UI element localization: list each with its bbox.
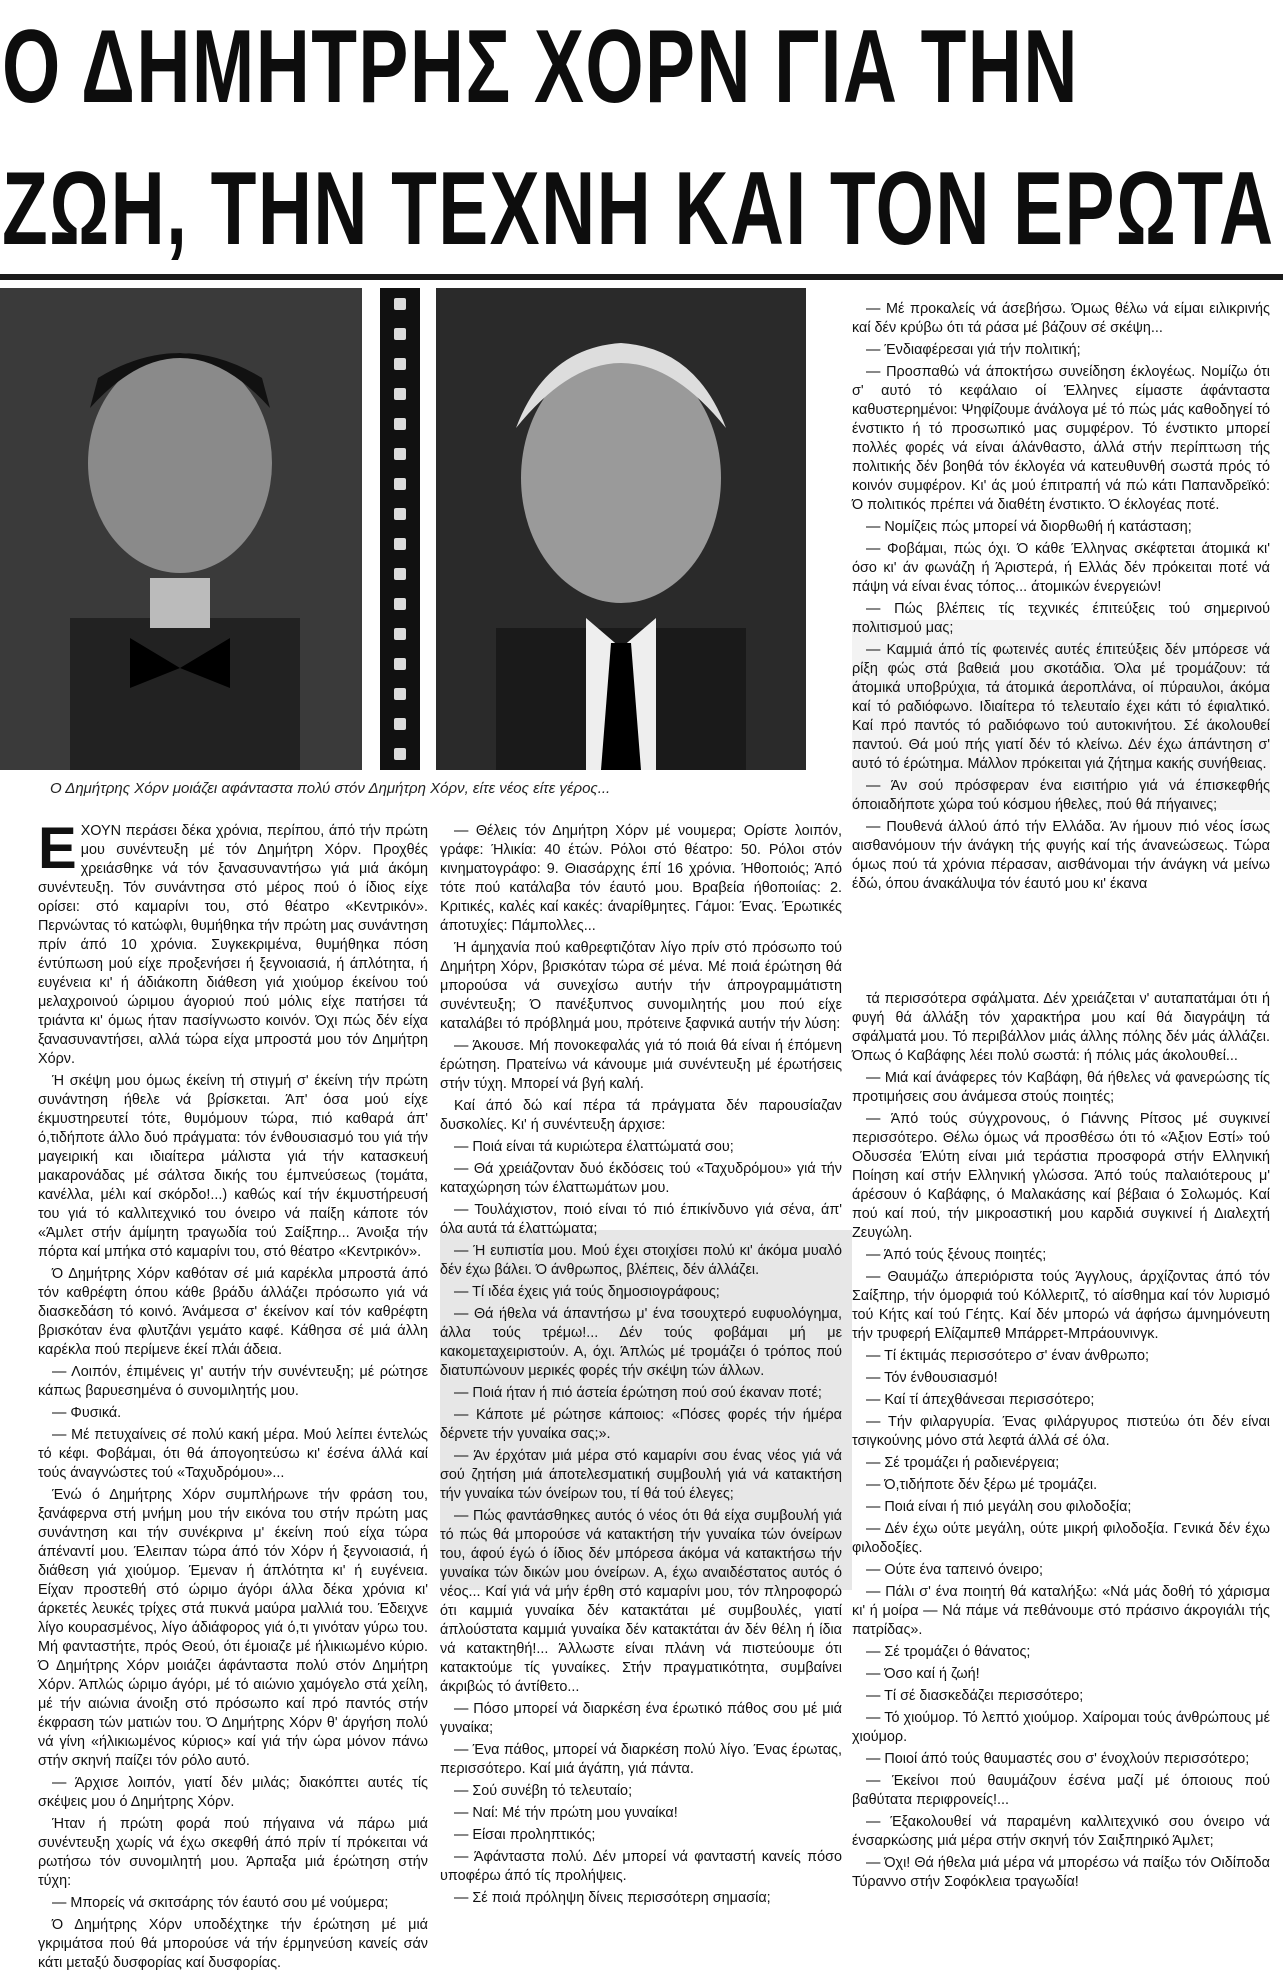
paragraph: — Ποιά ήταν ή πιό άστεία έρώτηση πού σού έκαναν ποτέ; <box>454 1385 822 1401</box>
paragraph: — Ούτε ένα ταπεινό όνειρο; <box>866 1562 1044 1578</box>
paragraph: — Σού συνέβη τό τελευταίο; <box>454 1783 633 1799</box>
article-column-2 <box>440 822 842 1920</box>
paragraph: — Κάποτε μέ ρώτησε κάποιος: «Πόσες φορές τήν ήμέρα δέρνετε τήν γυναίκα σας;». <box>440 1407 842 1442</box>
article-column-3-top <box>852 300 1271 892</box>
paragraph: — Ποιοί άπό τούς θαυμαστές σου σ' ένοχλούν περισσότερο; <box>866 1751 1250 1767</box>
paragraph: — Δέν έχω ούτε μεγάλη, ούτε μικρή φιλοδοξία. Γενικά δέν έχω φιλοδοξίες. <box>852 1521 1270 1556</box>
paragraph: — Λοιπόν, έπιμένεις γι' αυτήν τήν συνέντευξη; μέ ρώτησε κάπως βαρυεσημένα ό συνομιλητής μου. <box>38 1364 428 1399</box>
headline-line-2: ΖΩΗ, ΤΗΝ ΤΕΧΝΗ ΚΑΙ ΤΟΝ ΕΡΩΤΑ <box>2 151 1275 267</box>
paragraph: — Θέλεις τόν Δημήτρη Χόρν μέ νουμερα; Ορίστε λοιπόν, γράφε: Ήλικία: 40 έτών. Ρόλοι στό θέατρο: 50. Ρόλοι στόν κινηματογράφο: 9. Θιασάρχης έπί 16 χρόνια. Ήθοποιός; Άπό τότε πού κατάλαβα τόν έαυτό μου. Βραβεία ήθοποιίας: 2. Κριτικές, καλές καί κακές: άναρίθμητες. Γάμοι: Ένας. Έρωτικές άποτυχίες: Πάμπολλες... <box>440 823 842 934</box>
paragraph: Ένώ ό Δημήτρης Χόρν συμπλήρωνε τήν φράση του, ξανάφερνα στή μνήμη μου τήν εικόνα του στήν πρώτη μας συνάντηση και τήν συνέκρινα μ' έκείνη πού είχα τώρα άπέναντί μου. Έλειπαν τώρα άπό τόν Χόρν ή ξεγνοιασιά, ή διάθεση γιά χιούμορ. Έμεναν ή άπλότητα κι' ή ευγένεια. Είχαν προστεθή στό ώριμο άγόρι άλλα δέκα χρόνια κι' άρκετές λευκές τρίχες στά πυκνά μαύρα μαλλιά του. Έδειχνε λίγο κουρασμένος, λίγο άδιάφορος γιά ό,τι γινόταν γύρω του. Μή φανταστήτε, πρός Θεού, ότι έμοιαζε μέ ήλικιωμένο κύριο. Ό Δημήτρης Χόρν μοιάζει άφάνταστα πολύ στόν Δημήτρη Χόρν. Άπλώς ώριμο άγόρι, μέ τό αιώνιο χαμόγελο στά χείλη, μέ τήν αιώνια άνοιξη στό πρόσωπο καί πρό παντός στήν έκφραση τών ματιών του. Ό Δημήτρης Χόρν θ' άργήση πολύ νά γίνη «ήλικιωμένος κύριος» καί γιά τήν ώρα μόνον πάνω στήν σκηνή παίζει τόν ρόλο αυτό. <box>38 1487 428 1769</box>
paragraph: — Τόν ένθουσιασμό! <box>866 1370 998 1386</box>
paragraph: — Άκουσε. Μή πονοκεφαλάς γιά τό ποιά θά είναι ή έπόμενη έρώτηση. Πρατείνω νά κάνουμε μιά συνέντευξη μέ έρωτήσεις στήν τύχη. Μπορεί νά βγή καλή. <box>440 1038 842 1092</box>
paragraph: — Μπορείς νά σκιτσάρης τόν έαυτό σου μέ νούμερα; <box>52 1895 389 1911</box>
paragraph: — Σέ ποιά πρόληψη δίνεις περισσότερη σημασία; <box>454 1890 771 1906</box>
dropcap: Ε <box>38 816 77 881</box>
paragraph: — Καμμιά άπό τίς φωτεινές αυτές έπιτεύξεις δέν μπόρεσε νά ρίξη φώς στά βαθειά μου σκοτάδια. Όλα μέ τρομάζουν: τά άτομικά υποβρύχια, τά άτομικά άεροπλάνα, οί πύραυλοι, άκόμα καί τό ραδιόφωνο. Ιδιαίτερα τό τελευταίο έχει κάτι τό έφιαλτικό. Καί πρό παντός τό ραδιόφωνο τού αυτοκινήτου. Σέ άκολουθεί παντού. Θά μού πής γιατί δέν τό κλείνω. Δέν έχω άπάντηση σ' αυτό τό έρώτημα. Μάλλον πρόκειται γιά ζήτημα κακής συνήθειας. <box>852 642 1270 772</box>
paragraph: — Φοβάμαι, πώς όχι. Ό κάθε Έλληνας σκέφτεται άτομικά κι' όσο κι' άν φωνάζη ή Άριστερά, ή Ελλάς δέν πρόκειται ποτέ νά πάψη νά είναι ένας τόπος... άτομικών ένεργειών! <box>852 541 1270 595</box>
film-strip-decoration <box>380 288 420 770</box>
paragraph: — Ένδιαφέρεσαι γιά τήν πολιτική; <box>866 342 1081 358</box>
paragraph: Ή άμηχανία πού καθρεφτιζόταν λίγο πρίν στό πρόσωπο τού Δημήτρη Χόρν, βρισκόταν τώρα σέ μένα. Μέ ποιά έρώτηση θά μπορούσα νά συνεχίσω αυτήν τήν άπρογραμμάτιστη συνέντευξη; Ό πανέξυπνος συνομιλητής μου πού είχε καταλάβει τό πρόβλημά μου, πρότεινε ξαφνικά αυτήν τήν λύση: <box>440 940 842 1032</box>
paragraph: — Μέ πετυχαίνεις σέ πολύ κακή μέρα. Μού λείπει έντελώς τό κέφι. Φοβάμαι, ότι θά άπογοητεύσω κι' έσένα άλλά καί τούς άναγνώστες τού «Ταχυδρόμου»... <box>38 1427 428 1481</box>
paragraph: — Τί σέ διασκεδάζει περισσότερο; <box>866 1688 1084 1704</box>
paragraph: — Άν έρχόταν μιά μέρα στό καμαρίνι σου ένας νέος γιά νά σού ζητήση μιά άποτελεσματική συμβουλή γιά νά κατακτήση τήν γυναίκα τών όνείρων του, τί θά τού έλεγες; <box>440 1448 842 1502</box>
photo-young-horn <box>0 288 362 770</box>
paragraph: — Ποιά είναι ή πιό μεγάλη σου φιλοδοξία; <box>866 1499 1132 1515</box>
paragraph: — Είσαι προληπτικός; <box>454 1827 596 1843</box>
photo-caption: Ο Δημήτρης Χόρν μοιάζει αφάνταστα πολύ στόν Δημήτρη Χόρν, είτε νέος είτε γέρος... <box>50 780 611 797</box>
paragraph: — Σέ τρομάζει ό θάνατος; <box>866 1644 1031 1660</box>
paragraph: — Άν σού πρόσφεραν ένα εισιτήριο γιά νά έπισκεφθής όποιαδήποτε χώρα τού κόσμου ήθελες, πού θά πήγαινες; <box>852 778 1270 813</box>
paragraph: — Ό,τιδήποτε δέν ξέρω μέ τρομάζει. <box>866 1477 1098 1493</box>
paragraph: — Άπό τούς ξένους ποιητές; <box>866 1247 1047 1263</box>
paragraph: τά περισσότερα σφάλματα. Δέν χρειάζεται ν' αυταπατάμαι ότι ή φυγή θά άλλάξη τόν χαρακτήρα μου καί θά διαγράψη τά σφάλματά μου. Τό περιβάλλον μιάς άλλης πόλης δέν μάς άλλάζει. Όπως ό Καβάφης λέει πολύ σωστά: ή πόλις μάς άκολουθεί... <box>852 991 1270 1064</box>
paragraph: — Θά χρειάζονταν δυό έκδόσεις τού «Ταχυδρόμου» γιά τήν καταχώρηση τών έλαττωμάτων μου. <box>440 1161 842 1196</box>
paragraph: — Άπό τούς σύγχρονους, ό Γιάννης Ρίτσος μέ συγκινεί περισσότερο. Θέλω όμως νά προσθέσω ότι τό «Άξιον Εστί» τού Οδυσσέα Έλύτη είναι μιά τεράστια προσφορά στήν Ελληνική Ποίηση καί στήν Ελληνική γλώσσα. Άπό τούς παλαιότερους μ' άρέσουν ό Καβάφης, ό Μαλακάσης καί βέβαια ό Σολωμός. Καί πού καί πού, τήν μικροαστική μου καρδιά συγκινεί ή Διαλεχτή Ζευγώλη. <box>852 1111 1270 1241</box>
paragraph: — Ναί: Μέ τήν πρώτη μου γυναίκα! <box>454 1805 678 1821</box>
headline-line-1: Ο ΔΗΜΗΤΡΗΣ ΧΟΡΝ ΓΙΑ ΤΗΝ <box>2 9 1079 125</box>
paragraph: — Σέ τρομάζει ή ραδιενέργεια; <box>866 1455 1060 1471</box>
article-column-1 <box>38 816 428 1971</box>
headline-rule <box>0 274 1283 280</box>
paragraph: — Πώς βλέπεις τίς τεχνικές έπιτεύξεις τού σημερινού πολιτισμού μας; <box>852 601 1270 636</box>
paragraph: — Ποιά είναι τά κυριώτερα έλαττώματά σου; <box>454 1139 734 1155</box>
paragraph: Καί άπό δώ καί πέρα τά πράγματα δέν παρουσίαζαν δυσκολίες. Κι' ή συνέντευξη άρχισε: <box>440 1098 842 1133</box>
paragraph: — Τί ιδέα έχεις γιά τούς δημοσιογράφους; <box>454 1284 720 1300</box>
photo-old-horn <box>436 288 806 770</box>
paragraph: — Καί τί άπεχθάνεσαι περισσότερο; <box>866 1392 1095 1408</box>
paragraph: — Πουθενά άλλού άπό τήν Ελλάδα. Άν ήμουν πιό νέος ίσως αισθανόμουν τήν άνάγκη τής φυγής καί τής άνανεώσεως. Τώρα όμως πού τά χρόνια πέρασαν, αισθάνομαι τήν άνάγκη νά μείνω έδώ, όπου άνακάλυψα τόν έαυτό μου κι' έκανα <box>852 819 1270 892</box>
paragraph: — Ή ευπιστία μου. Μού έχει στοιχίσει πολύ κι' άκόμα μυαλό δέν έχω βάλει. Ό άνθρωπος, βλέπεις, δέν άλλάζει. <box>440 1243 842 1278</box>
paragraph: — Νομίζεις πώς μπορεί νά διορθωθή ή κατάσταση; <box>866 519 1192 535</box>
paragraph: ΧΟΥΝ περάσει δέκα χρόνια, περίπου, άπό τήν πρώτη μου συνέντευξη μέ τόν Δημήτρη Χόρν. Προχθές χρειάσθηκε νά τόν ξανασυναντήσω γιά μιά άκόμη συνέντευξη. Τόν συνάντησα στό μέρος πού ό ίδιος είχε ορίσει: στό καμαρίνι του, στό θέατρο «Κεντρικόν». Περνώντας τό κατώφλι, θυμήθηκα τήν πρώτη μας συνάντηση πρίν άπό 10 χρόνια. Συγκεκριμένα, θυμήθηκα πόση έντύπωση μού είχε προξενήσει ή ξεγνοιασιά, ή άπλότητα, ή ευγένεια κι' ή άδιάκοπη διάθεση γιά χιούμορ έκείνου τού μελαχροινού ώριμου άγοριού πού μόλις είχε πατήσει τά τριάντα κι' όμως ήταν πασίγνωστο κοινόν. Όχι πώς δέν είχα ξανασυναντήσει, αλλά τώρα είχα μπροστά μου τόν Δημήτρη Χόρν. <box>38 823 428 1067</box>
paragraph: — Άρχισε λοιπόν, γιατί δέν μιλάς; διακόπτει αυτές τίς σκέψεις μου ό Δημήτρης Χόρν. <box>38 1775 428 1810</box>
paragraph: — Όσο καί ή ζωή! <box>866 1666 980 1682</box>
paragraph: — Θά ήθελα νά άπαντήσω μ' ένα τσουχτερό ευφυολόγημα, άλλα τούς τρέμω!... Δέν τούς φοβάμαι μή με κακομεταχειριστούν. Α, όχι. Άπλώς μέ τρομάζει ό τρόπος πού διατυπώνουν μερικές φορές τήν σκέψη τών άλλων. <box>440 1306 842 1379</box>
paragraph: — Θαυμάζω άπεριόριστα τούς Άγγλους, άρχίζοντας άπό τόν Σαίξπηρ, τήν όμορφιά τού Κόλλεριτζ, τό αίσθημα καί τόν λυρισμό τού Κήτς καί τού Γέητς. Καί δέν μπορώ νά άφήσω άμνημόνευτη τήν τρυφερή Ελίζαμπεθ Μπάρρετ-Μπράουνινγκ. <box>852 1269 1270 1342</box>
paragraph: — Τί έκτιμάς περισσότερο σ' έναν άνθρωπο; <box>866 1348 1149 1364</box>
paragraph: — Πάλι σ' ένα ποιητή θά καταλήξω: «Νά μάς δοθή τό χάρισμα κι' ή μοίρα — Νά πάμε νά πεθάνουμε στό πράσινο άκρογιάλι τής πατρίδας». <box>852 1584 1270 1638</box>
article-column-3-bottom <box>852 990 1270 1920</box>
paragraph: — Πόσο μπορεί νά διαρκέση ένα έρωτικό πάθος σου μέ μιά γυναίκα; <box>440 1701 842 1736</box>
paragraph: — Όχι! Θά ήθελα μιά μέρα νά μπορέσω νά παίξω τόν Οιδίποδα Τύραννο στήν Σοφόκλεια τραγωδία! <box>852 1855 1270 1890</box>
paragraph: Ή σκέψη μου όμως έκείνη τή στιγμή σ' έκείνη τήν πρώτη συνάντηση ήθελε νά βρίσκεται. Άπ' όσα μού είχε έκμυστηρευτεί τότε, θυμόμουν τώρα, πιό καθαρά άπ' ό,τιδήποτε άλλο δυό πράγματα: τόν ένθουσιασμό του γιά τήν μαγειρική και ιδιαίτερα μάλιστα γιά τήν κατασκευή μακαρονάδας μέ σάλτσα δικής του έμπνεύσεως (τομάτα, κανέλλα, μέλι καί σκόρδο!...) καθώς καί τήν έκμυστήρευσή του γιά τό καλλιτεχνικό του όνειρο νά παίξη κάποτε τόν «Άμλετ στήν άμίμητη τραγωδία τού Σαίξπηρ... Άνοιξα τήν πόρτα καί μπήκα στό καμαρίνι του, στό θέατρο «Κεντρικόν». <box>38 1073 428 1260</box>
paragraph: — Τουλάχιστον, ποιό είναι τό πιό έπικίνδυνο γιά σένα, άπ' όλα αυτά τά έλαττώματα; <box>440 1202 842 1237</box>
paragraph: — Μιά καί άνάφερες τόν Καβάφη, θά ήθελες νά φανερώσης τίς προτιμήσεις σου άνάμεσα στούς ποιητές; <box>852 1070 1270 1105</box>
paragraph: — Έκείνοι πού θαυμάζουν έσένα μαζί μέ όποιους πού βαθύτατα περιφρονείς!... <box>852 1773 1270 1808</box>
paragraph: Ό Δημήτρης Χόρν υποδέχτηκε τήν έρώτηση μέ μιά γκριμάτσα πού θά μπορούσε νά τήν έρμηνεύση κανείς σάν κάτι μεταξύ δυσφορίας καί δυσφορίας. <box>38 1917 428 1971</box>
paragraph: — Πώς φαντάσθηκες αυτός ό νέος ότι θά είχα συμβουλή γιά τό πώς θά μπορούσε νά κατακτήση τήν γυναίκα τών όνείρων του, άφού έγώ ό ίδιος δέν μπόρεσα άκόμα νά κατακτήσω τήν γυναίκα τών δικών μου όνείρων. Α, έχω αναιδέστατος αυτός ό νέος... Καί γιά νά μήν έρθη στό καμαρίνι μου, τόν πληροφορώ ότι καμμιά γυναίκα δέν κατακτάται μέ συμβουλές, γιατί άπλούστατα καμμιά γυναίκα δέν κατακτάται άν δέν θέλη ή ίδια νά κατακτηθή!... Άλλωστε είναι πλάνη νά πιστεύουμε ότι κατακτούμε τίς γυναίκες. Στήν πραγματικότητα, συμβαίνει άκριβώς τό άντίθετο... <box>440 1508 842 1695</box>
paragraph: — Ένα πάθος, μπορεί νά διαρκέση πολύ λίγο. Ένας έρωτας, περισσότερο. Καί μιά άγάπη, γιά πάντα. <box>440 1742 842 1777</box>
paragraph: — Προσπαθώ νά άποκτήσω συνείδηση έκλογέως. Νομίζω ότι σ' αυτό τό κεφάλαιο οί Έλληνες είμαστε άφάνταστα καθυστερημένοι: Ψηφίζουμε άνάλογα μέ τό πώς μάς καθοδηγεί τό ένστικτο ή τό προσωπικό μας συμφέρον. Τό ένστικτο μπορεί πολλές φορές νά είναι άλάνθαστο, άλλά στήν περίπτωση τής πολιτικής δέν βοηθά τόν έκλογέα νά κατευθυνθή σωστά πρός τό κοινόν συμφέρον. Κι' άς μού έπιτραπή νά πώ κάτι Παπανδρεϊκό: Ό πολιτικός πρέπει νά διαθέτη ένστικτο. Ό έκλογέας ποτέ. <box>852 364 1271 513</box>
paragraph: — Έξακολουθεί νά παραμένη καλλιτεχνικό σου όνειρο νά ένσαρκώσης μιά μέρα στήν σκηνή τόν Σαιξπηρικό Άμλετ; <box>852 1814 1270 1849</box>
paragraph: — Φυσικά. <box>52 1405 122 1421</box>
paragraph: — Τό χιούμορ. Τό λεπτό χιούμορ. Χαίρομαι τούς άνθρώπους μέ χιούμορ. <box>852 1710 1270 1745</box>
paragraph: — Άφάνταστα πολύ. Δέν μπορεί νά φανταστή κανείς πόσο υποφέρω άπό τίς προλήψεις. <box>440 1849 842 1884</box>
paragraph: — Μέ προκαλείς νά άσεβήσω. Όμως θέλω νά είμαι ειλικρινής καί δέν κρύβω ότι τά ράσα μέ βάζουν σέ σκέψη... <box>852 301 1270 336</box>
paragraph: Ό Δημήτρης Χόρν καθόταν σέ μιά καρέκλα μπροστά άπό τόν καθρέφτη όπου κάθε βράδυ άλλάζει πρόσωπο γιά νά διασκεδάση τό κοινό. Άνάμεσα σ' έκείνον καί τόν καθρέφτη βρισκόταν ένα φλυτζάνι γεμάτο καφέ. Κάθησα σέ μιά άλλη καρέκλα πού περίμενε έκεί πλάι άδεια. <box>38 1266 428 1358</box>
paragraph: — Τήν φιλαργυρία. Ένας φιλάργυρος πιστεύω ότι δέν είναι τσιγκούνης μόνο στά λεφτά άλλά σέ όλα. <box>852 1414 1270 1449</box>
paragraph: Ήταν ή πρώτη φορά πού πήγαινα νά πάρω μιά συνέντευξη χωρίς νά έχω σκεφθή άπό πρίν τί πρόκειται νά ρωτήσω τόν συνομιλητή μου. Άρπαξα μιά έρώτηση στήν τύχη: <box>38 1816 428 1889</box>
